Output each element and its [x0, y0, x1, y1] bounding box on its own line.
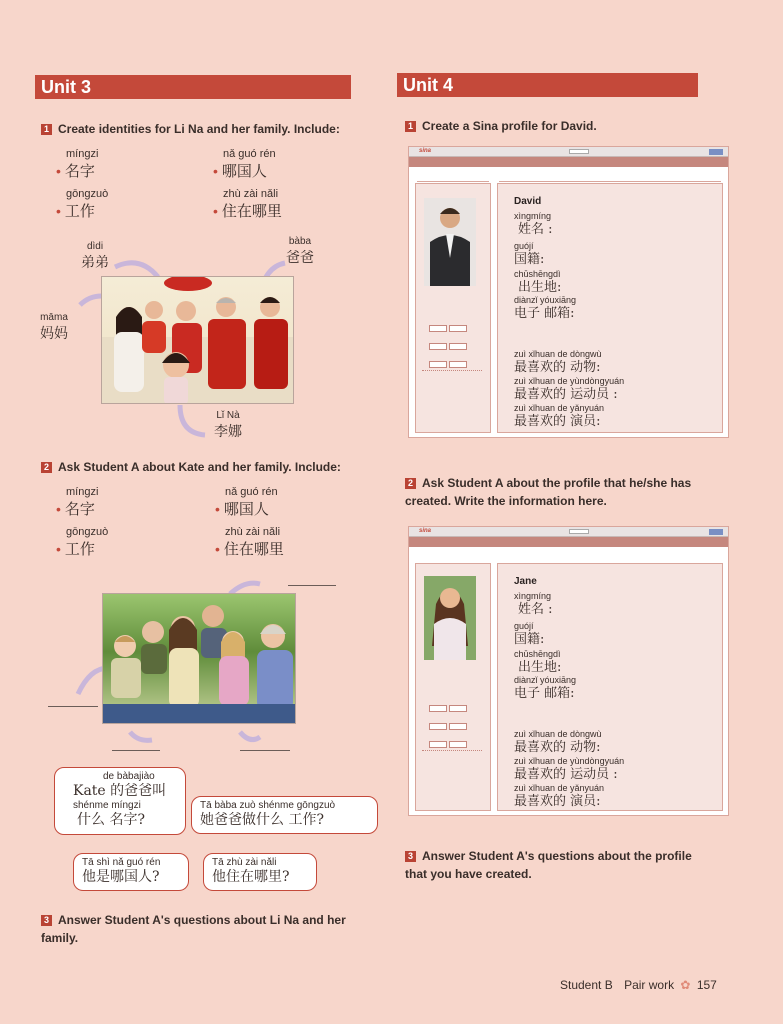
profile-button[interactable]	[429, 741, 447, 748]
footer-section: Student B	[560, 978, 613, 992]
profile-stats	[422, 750, 482, 770]
sina-nav-bar	[409, 157, 728, 167]
task-number-badge: 3	[405, 851, 416, 862]
unit4-title: Unit 4	[403, 75, 454, 95]
david-photo-illustration	[424, 198, 476, 286]
label-mama: māma 妈妈	[40, 312, 68, 342]
profile-button[interactable]	[429, 361, 447, 368]
speech-bubble-name: de bàbajiào Kate 的爸爸叫 shénme míngzi 什么 名字?	[54, 767, 186, 835]
flower-icon: ✿	[680, 978, 691, 992]
unit3-field-gongzuo: gōngzuò • 工作	[56, 188, 109, 220]
basic-info-fields: xìngmíng 姓名 : guójí 国籍: chūshēngdì 出生地: diànzǐ yóuxiāng 电子 邮箱:	[514, 211, 577, 321]
search-button[interactable]	[709, 149, 723, 155]
profile-button[interactable]	[449, 705, 467, 712]
profile-name: David	[514, 196, 542, 207]
profile-button[interactable]	[449, 723, 467, 730]
sina-logo: sina	[419, 528, 432, 534]
sina-profile-jane	[408, 526, 729, 816]
profile-name: Jane	[514, 576, 537, 587]
unit4-task1-text: Create a Sina profile for David.	[422, 119, 597, 133]
speech-bubble-residence: Tā zhù zài nǎli 他住在哪里?	[203, 853, 317, 891]
unit3-field-mingzi: míngzi • 名字	[56, 148, 99, 180]
sina-nav-bar	[409, 537, 728, 547]
unit3-field-naguoren: nǎ guó rén • 哪国人	[213, 148, 276, 180]
unit3-task3-text: Answer Student A's questions about Li Na and her family.	[41, 913, 346, 945]
unit4-title-bar	[397, 73, 698, 97]
task-number-badge: 3	[41, 915, 52, 926]
right-panel-header	[499, 181, 721, 182]
answer-line[interactable]	[288, 585, 336, 586]
unit3-task1-text: Create identities for Li Na and her family. Include:	[58, 122, 340, 136]
profile-stats	[422, 370, 482, 390]
unit4-task3-text: Answer Student A's questions about the profile that you have created.	[405, 849, 692, 881]
search-button[interactable]	[709, 529, 723, 535]
page-number: 157	[696, 978, 717, 992]
profile-left-panel	[415, 183, 491, 433]
search-box[interactable]	[569, 529, 589, 534]
profile-right-panel	[497, 183, 723, 433]
sina-logo: sina	[419, 148, 432, 154]
unit3-title: Unit 3	[41, 77, 92, 97]
page-footer	[560, 978, 730, 992]
sina-profile-david	[408, 146, 729, 438]
footer-part: Pair work	[624, 978, 675, 992]
profile-button[interactable]	[449, 361, 467, 368]
task-number-badge: 1	[405, 121, 416, 132]
unit3-task3	[41, 911, 361, 947]
field-hanzi: 哪国人	[221, 162, 267, 180]
label-lina: Lǐ Nà 李娜	[214, 410, 242, 440]
sina-top-bar	[409, 527, 728, 537]
unit3-title-bar	[35, 75, 351, 99]
task-number-badge: 2	[405, 478, 416, 489]
unit3-field2-zhuzai: zhù zài nǎli • 住在哪里	[215, 526, 284, 558]
profile-photo-david	[424, 198, 476, 286]
profile-action-buttons	[428, 700, 482, 754]
speech-bubble-job: Tā bàba zuò shénme gōngzuò 她爸爸做什么 工作?	[191, 796, 378, 834]
field-pinyin: nǎ guó rén	[223, 148, 276, 160]
field-hanzi: 工作	[64, 202, 95, 220]
unit3-field-zhuzai: zhù zài nǎli • 住在哪里	[213, 188, 282, 220]
unit3-task2	[41, 458, 371, 476]
unit4-task2-text: Ask Student A about the profile that he/she has created. Write the information here.	[405, 476, 692, 508]
left-panel-header	[417, 181, 489, 182]
profile-left-panel	[415, 563, 491, 811]
unit4-task3	[405, 847, 705, 883]
profile-button[interactable]	[449, 343, 467, 350]
profile-action-buttons	[428, 320, 482, 374]
kate-family-photo	[102, 593, 296, 724]
label-didi: dìdi 弟弟	[81, 241, 109, 271]
unit3-field2-mingzi: míngzi • 名字	[56, 486, 99, 518]
basic-info-fields: xìngmíng 姓名 : guójí 国籍: chūshēngdì 出生地: diànzǐ yóuxiāng 电子 邮箱:	[514, 591, 577, 701]
jane-photo-illustration	[424, 576, 476, 660]
task-number-badge: 2	[41, 462, 52, 473]
speech-bubble-nationality: Tā shì nǎ guó rén 他是哪国人?	[73, 853, 189, 891]
unit3-task2-text: Ask Student A about Kate and her family. Include:	[58, 460, 341, 474]
profile-button[interactable]	[429, 705, 447, 712]
unit4-task2	[405, 474, 715, 510]
unit3-field2-gongzuo: gōngzuò • 工作	[56, 526, 109, 558]
field-pinyin: zhù zài nǎli	[223, 188, 279, 200]
field-pinyin: gōngzuò	[66, 188, 109, 200]
profile-button[interactable]	[429, 723, 447, 730]
unit3-field2-naguoren: nǎ guó rén • 哪国人	[215, 486, 278, 518]
field-hanzi: 名字	[64, 162, 95, 180]
field-pinyin: míngzi	[66, 148, 99, 160]
field-hanzi: 住在哪里	[221, 202, 282, 220]
profile-right-panel	[497, 563, 723, 811]
label-baba: bàba 爸爸	[286, 236, 314, 266]
kate-photo-illustration	[103, 594, 296, 724]
profile-button[interactable]	[429, 343, 447, 350]
task-number-badge: 1	[41, 124, 52, 135]
li-na-family-photo	[101, 276, 294, 404]
sina-top-bar	[409, 147, 728, 157]
favorites-fields: zuì xǐhuan de dòngwù 最喜欢的 动物: zuì xǐhuan de yùndòngyuán 最喜欢的 运动员 : zuì xǐhuan de yǎnyuán 最喜欢的 演员:	[514, 729, 625, 809]
profile-button[interactable]	[449, 325, 467, 332]
family-photo-illustration	[102, 277, 294, 404]
unit3-task1	[41, 120, 361, 138]
profile-photo-jane	[424, 576, 476, 660]
unit4-task1	[405, 117, 735, 135]
favorites-fields: zuì xǐhuan de dòngwù 最喜欢的 动物: zuì xǐhuan de yùndòngyuán 最喜欢的 运动员 : zuì xǐhuan de yǎnyuán 最喜欢的 演员:	[514, 349, 625, 429]
profile-button[interactable]	[449, 741, 467, 748]
search-box[interactable]	[569, 149, 589, 154]
profile-button[interactable]	[429, 325, 447, 332]
